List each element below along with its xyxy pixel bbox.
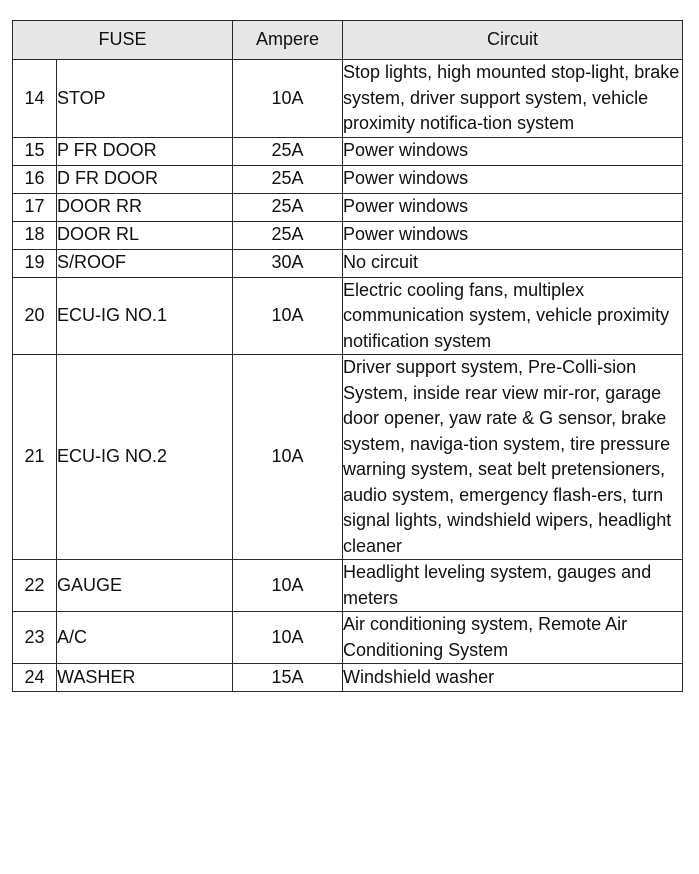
fuse-ampere: 25A xyxy=(233,193,343,221)
fuse-name: DOOR RR xyxy=(57,193,233,221)
fuse-circuit: Power windows xyxy=(343,165,683,193)
fuse-circuit: Air conditioning system, Remote Air Conditioning System xyxy=(343,612,683,664)
header-ampere: Ampere xyxy=(233,21,343,60)
fuse-number: 16 xyxy=(13,165,57,193)
table-row xyxy=(13,560,683,612)
table-row xyxy=(13,165,683,193)
fuse-number: 17 xyxy=(13,193,57,221)
fuse-name: WASHER xyxy=(57,664,233,692)
fuse-name: P FR DOOR xyxy=(57,137,233,165)
fuse-number: 21 xyxy=(13,355,57,560)
table-row xyxy=(13,277,683,355)
fuse-number: 18 xyxy=(13,221,57,249)
fuse-table xyxy=(12,20,683,692)
fuse-number: 19 xyxy=(13,249,57,277)
fuse-ampere: 15A xyxy=(233,664,343,692)
fuse-number: 20 xyxy=(13,277,57,355)
fuse-number: 23 xyxy=(13,612,57,664)
table-row xyxy=(13,355,683,560)
fuse-name: ECU-IG NO.2 xyxy=(57,355,233,560)
fuse-name: STOP xyxy=(57,60,233,138)
fuse-ampere: 25A xyxy=(233,221,343,249)
fuse-name: S/ROOF xyxy=(57,249,233,277)
fuse-circuit: Power windows xyxy=(343,193,683,221)
fuse-name: GAUGE xyxy=(57,560,233,612)
fuse-name: D FR DOOR xyxy=(57,165,233,193)
fuse-name: A/C xyxy=(57,612,233,664)
fuse-circuit: No circuit xyxy=(343,249,683,277)
fuse-circuit: Power windows xyxy=(343,221,683,249)
fuse-ampere: 10A xyxy=(233,612,343,664)
fuse-circuit: Electric cooling fans, multiplex communication system, vehicle proximity notification system xyxy=(343,277,683,355)
table-row xyxy=(13,249,683,277)
table-row xyxy=(13,612,683,664)
fuse-circuit: Power windows xyxy=(343,137,683,165)
table-row xyxy=(13,664,683,692)
fuse-number: 15 xyxy=(13,137,57,165)
fuse-ampere: 10A xyxy=(233,560,343,612)
fuse-number: 24 xyxy=(13,664,57,692)
header-circuit: Circuit xyxy=(343,21,683,60)
fuse-circuit: Windshield washer xyxy=(343,664,683,692)
fuse-circuit: Stop lights, high mounted stop-light, brake system, driver support system, vehicle proximity notifica-tion system xyxy=(343,60,683,138)
table-row xyxy=(13,193,683,221)
table-row xyxy=(13,137,683,165)
fuse-ampere: 10A xyxy=(233,60,343,138)
fuse-circuit: Headlight leveling system, gauges and meters xyxy=(343,560,683,612)
fuse-name: DOOR RL xyxy=(57,221,233,249)
fuse-circuit: Driver support system, Pre-Colli-sion System, inside rear view mir-ror, garage door opener, yaw rate & G sensor, brake system, naviga-tion system, tire pressure warning system, seat belt pretensioners, audio system, emergency flash-ers, turn signal lights, windshield wipers, headlight cleaner xyxy=(343,355,683,560)
fuse-ampere: 25A xyxy=(233,137,343,165)
fuse-ampere: 30A xyxy=(233,249,343,277)
fuse-name: ECU-IG NO.1 xyxy=(57,277,233,355)
table-row xyxy=(13,221,683,249)
header-row xyxy=(13,21,683,60)
fuse-ampere: 25A xyxy=(233,165,343,193)
fuse-ampere: 10A xyxy=(233,355,343,560)
fuse-number: 22 xyxy=(13,560,57,612)
header-fuse: FUSE xyxy=(13,21,233,60)
fuse-ampere: 10A xyxy=(233,277,343,355)
table-row xyxy=(13,60,683,138)
fuse-number: 14 xyxy=(13,60,57,138)
